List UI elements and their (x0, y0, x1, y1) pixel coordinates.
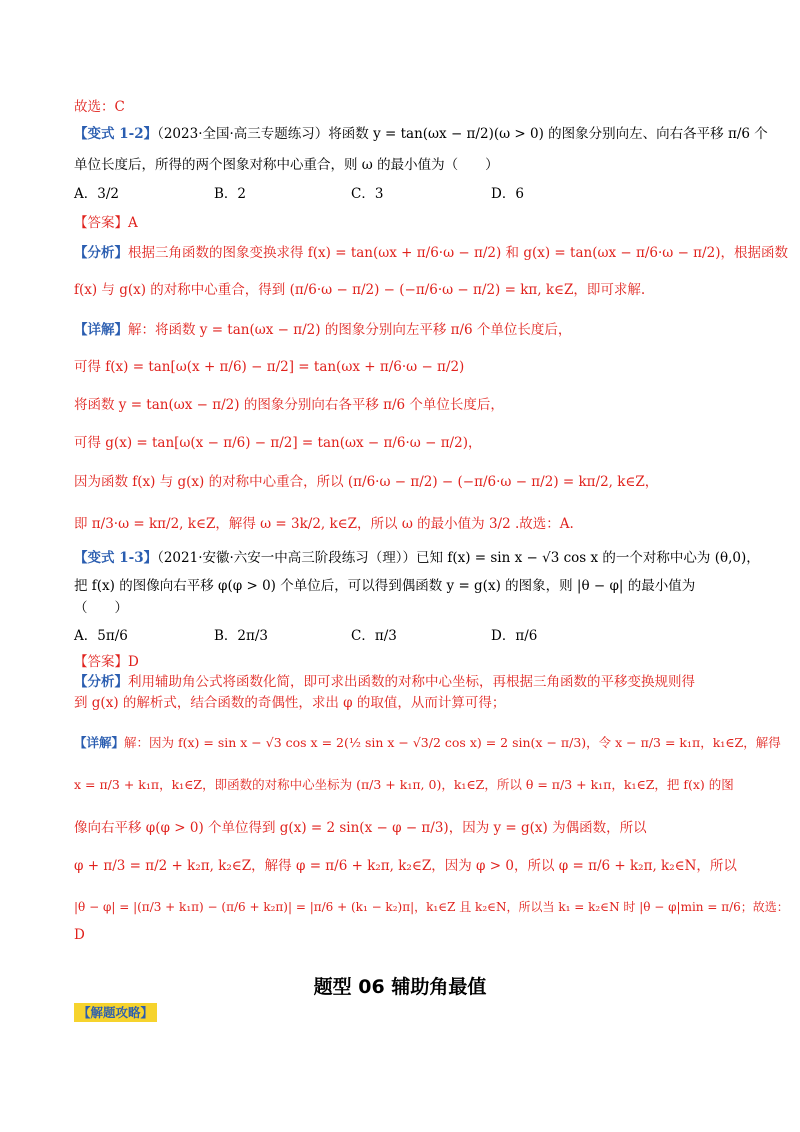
variant-1-3-question-cont: 把 f(x) 的图像向右平移 φ(φ > 0) 个单位后，可以得到偶函数 y = g(x) 的图象，则 |θ − φ| 的最小值为 (74, 578, 696, 594)
detail-line-2: 可得 f(x) = tan[ω(x + π/6) − π/2] = tan(ωx + π/6·ω − π/2) (74, 359, 465, 375)
detail-line-3: 将函数 y = tan(ωx − π/2) 的图象分别向右各平移 π/6 个单位长度后， (74, 397, 504, 413)
variant-1-2-heading (74, 124, 768, 144)
option-c: C．3 (351, 186, 384, 202)
analysis-text: 根据三角函数的图象变换求得 f(x) = tan(ωx + π/6·ω − π/2) 和 g(x) = tan(ωx − π/6·ω − π/2)，根据函数 (128, 245, 788, 261)
analysis-line-3 (74, 672, 695, 692)
variant-1-3-heading (74, 548, 760, 568)
strategy-badge: 【解题攻略】 (74, 1003, 157, 1022)
detail-line-9: 像向右平移 φ(φ > 0) 个单位得到 g(x) = 2 sin(x − φ − π/3)，因为 y = g(x) 为偶函数，所以 (74, 820, 647, 836)
option-d: D．6 (491, 186, 524, 202)
analysis-line-4: 到 g(x) 的解析式，结合函数的奇偶性，求出 φ 的取值，从而计算可得； (74, 695, 506, 711)
variant-source: （2023·全国·高三专题练习） (157, 126, 329, 142)
detail-text: 解：将函数 y = tan(ωx − π/2) 的图象分别向左平移 π/6 个单位长度后， (128, 322, 572, 338)
variant-question: 将函数 y = tan(ωx − π/2)(ω > 0) 的图象分别向左、向右各平移 π/6 个 (328, 126, 768, 142)
detail-tag: 【详解】 (74, 322, 128, 338)
analysis-tag: 【分析】 (74, 245, 128, 261)
variant-tag: 【变式 1-2】 (74, 126, 158, 142)
section-title: 题型 06 辅助角最值 (313, 976, 487, 998)
variant-source-2: （2021·安徽·六安一中高三阶段练习（理）） (157, 550, 417, 566)
variant-tag-2: 【变式 1-3】 (74, 550, 158, 566)
variant-1-2-question-cont: 单位长度后，所得的两个图象对称中心重合，则 ω 的最小值为（ ） (74, 157, 499, 173)
detail-line-7 (74, 733, 781, 753)
option-b: B．2 (214, 186, 247, 202)
detail-text-2: 解：因为 f(x) = sin x − √3 cos x = 2(½ sin x − √3/2 cos x) = 2 sin(x − π/3)，令 x − π/3 = k₁π，k₁∈Z，解得 (124, 735, 781, 750)
option-d-2: D．π/6 (491, 628, 538, 644)
option-a: A．3/2 (74, 186, 119, 202)
option-b-2: B．2π/3 (214, 628, 269, 644)
line-answer-choice-c: 故选：C (74, 99, 125, 115)
detail-line-8: x = π/3 + k₁π，k₁∈Z，即函数的对称中心坐标为 (π/3 + k₁π, 0)，k₁∈Z，所以 θ = π/3 + k₁π，k₁∈Z，把 f(x) 的图 (74, 777, 734, 792)
variant-question-2: 已知 f(x) = sin x − √3 cos x 的一个对称中心为 (θ,0)， (416, 550, 760, 566)
detail-line-4: 可得 g(x) = tan[ω(x − π/6) − π/2] = tan(ωx − π/6·ω − π/2)， (74, 435, 482, 451)
answer-line-2: 【答案】D (74, 654, 139, 670)
detail-tag-2: 【详解】 (74, 735, 125, 750)
detail-line-10: φ + π/3 = π/2 + k₂π, k₂∈Z，解得 φ = π/6 + k₂π, k₂∈Z，因为 φ > 0，所以 φ = π/6 + k₂π, k₂∈N，所以 (74, 858, 737, 874)
option-a-2: A．5π/6 (74, 628, 128, 644)
analysis-line-2: f(x) 与 g(x) 的对称中心重合，得到 (π/6·ω − π/2) − (−π/6·ω − π/2) = kπ, k∈Z，即可求解. (74, 282, 646, 298)
analysis-line (74, 243, 788, 263)
answer-line: 【答案】A (74, 215, 138, 231)
detail-line-12: D (74, 927, 85, 943)
option-c-2: C．π/3 (351, 628, 397, 644)
detail-line-11: |θ − φ| = |(π/3 + k₁π) − (π/6 + k₂π)| = |π/6 + (k₁ − k₂)π|，k₁∈Z 且 k₂∈N，所以当 k₁ = k₂∈N 时 |θ − φ|min = π/6；故选： (74, 900, 789, 914)
variant-1-3-blank: （ ） (74, 600, 128, 616)
detail-line-5: 因为函数 f(x) 与 g(x) 的对称中心重合，所以 (π/6·ω − π/2) − (−π/6·ω − π/2) = kπ/2, k∈Z， (74, 474, 659, 490)
analysis-text-2: 利用辅助角公式将函数化简，即可求出函数的对称中心坐标，再根据三角函数的平移变换规则得 (128, 674, 695, 690)
detail-line (74, 320, 571, 340)
analysis-tag-2: 【分析】 (74, 674, 128, 690)
detail-line-6: 即 π/3·ω = kπ/2, k∈Z，解得 ω = 3k/2, k∈Z，所以 ω 的最小值为 3/2 .故选：A. (74, 516, 574, 532)
